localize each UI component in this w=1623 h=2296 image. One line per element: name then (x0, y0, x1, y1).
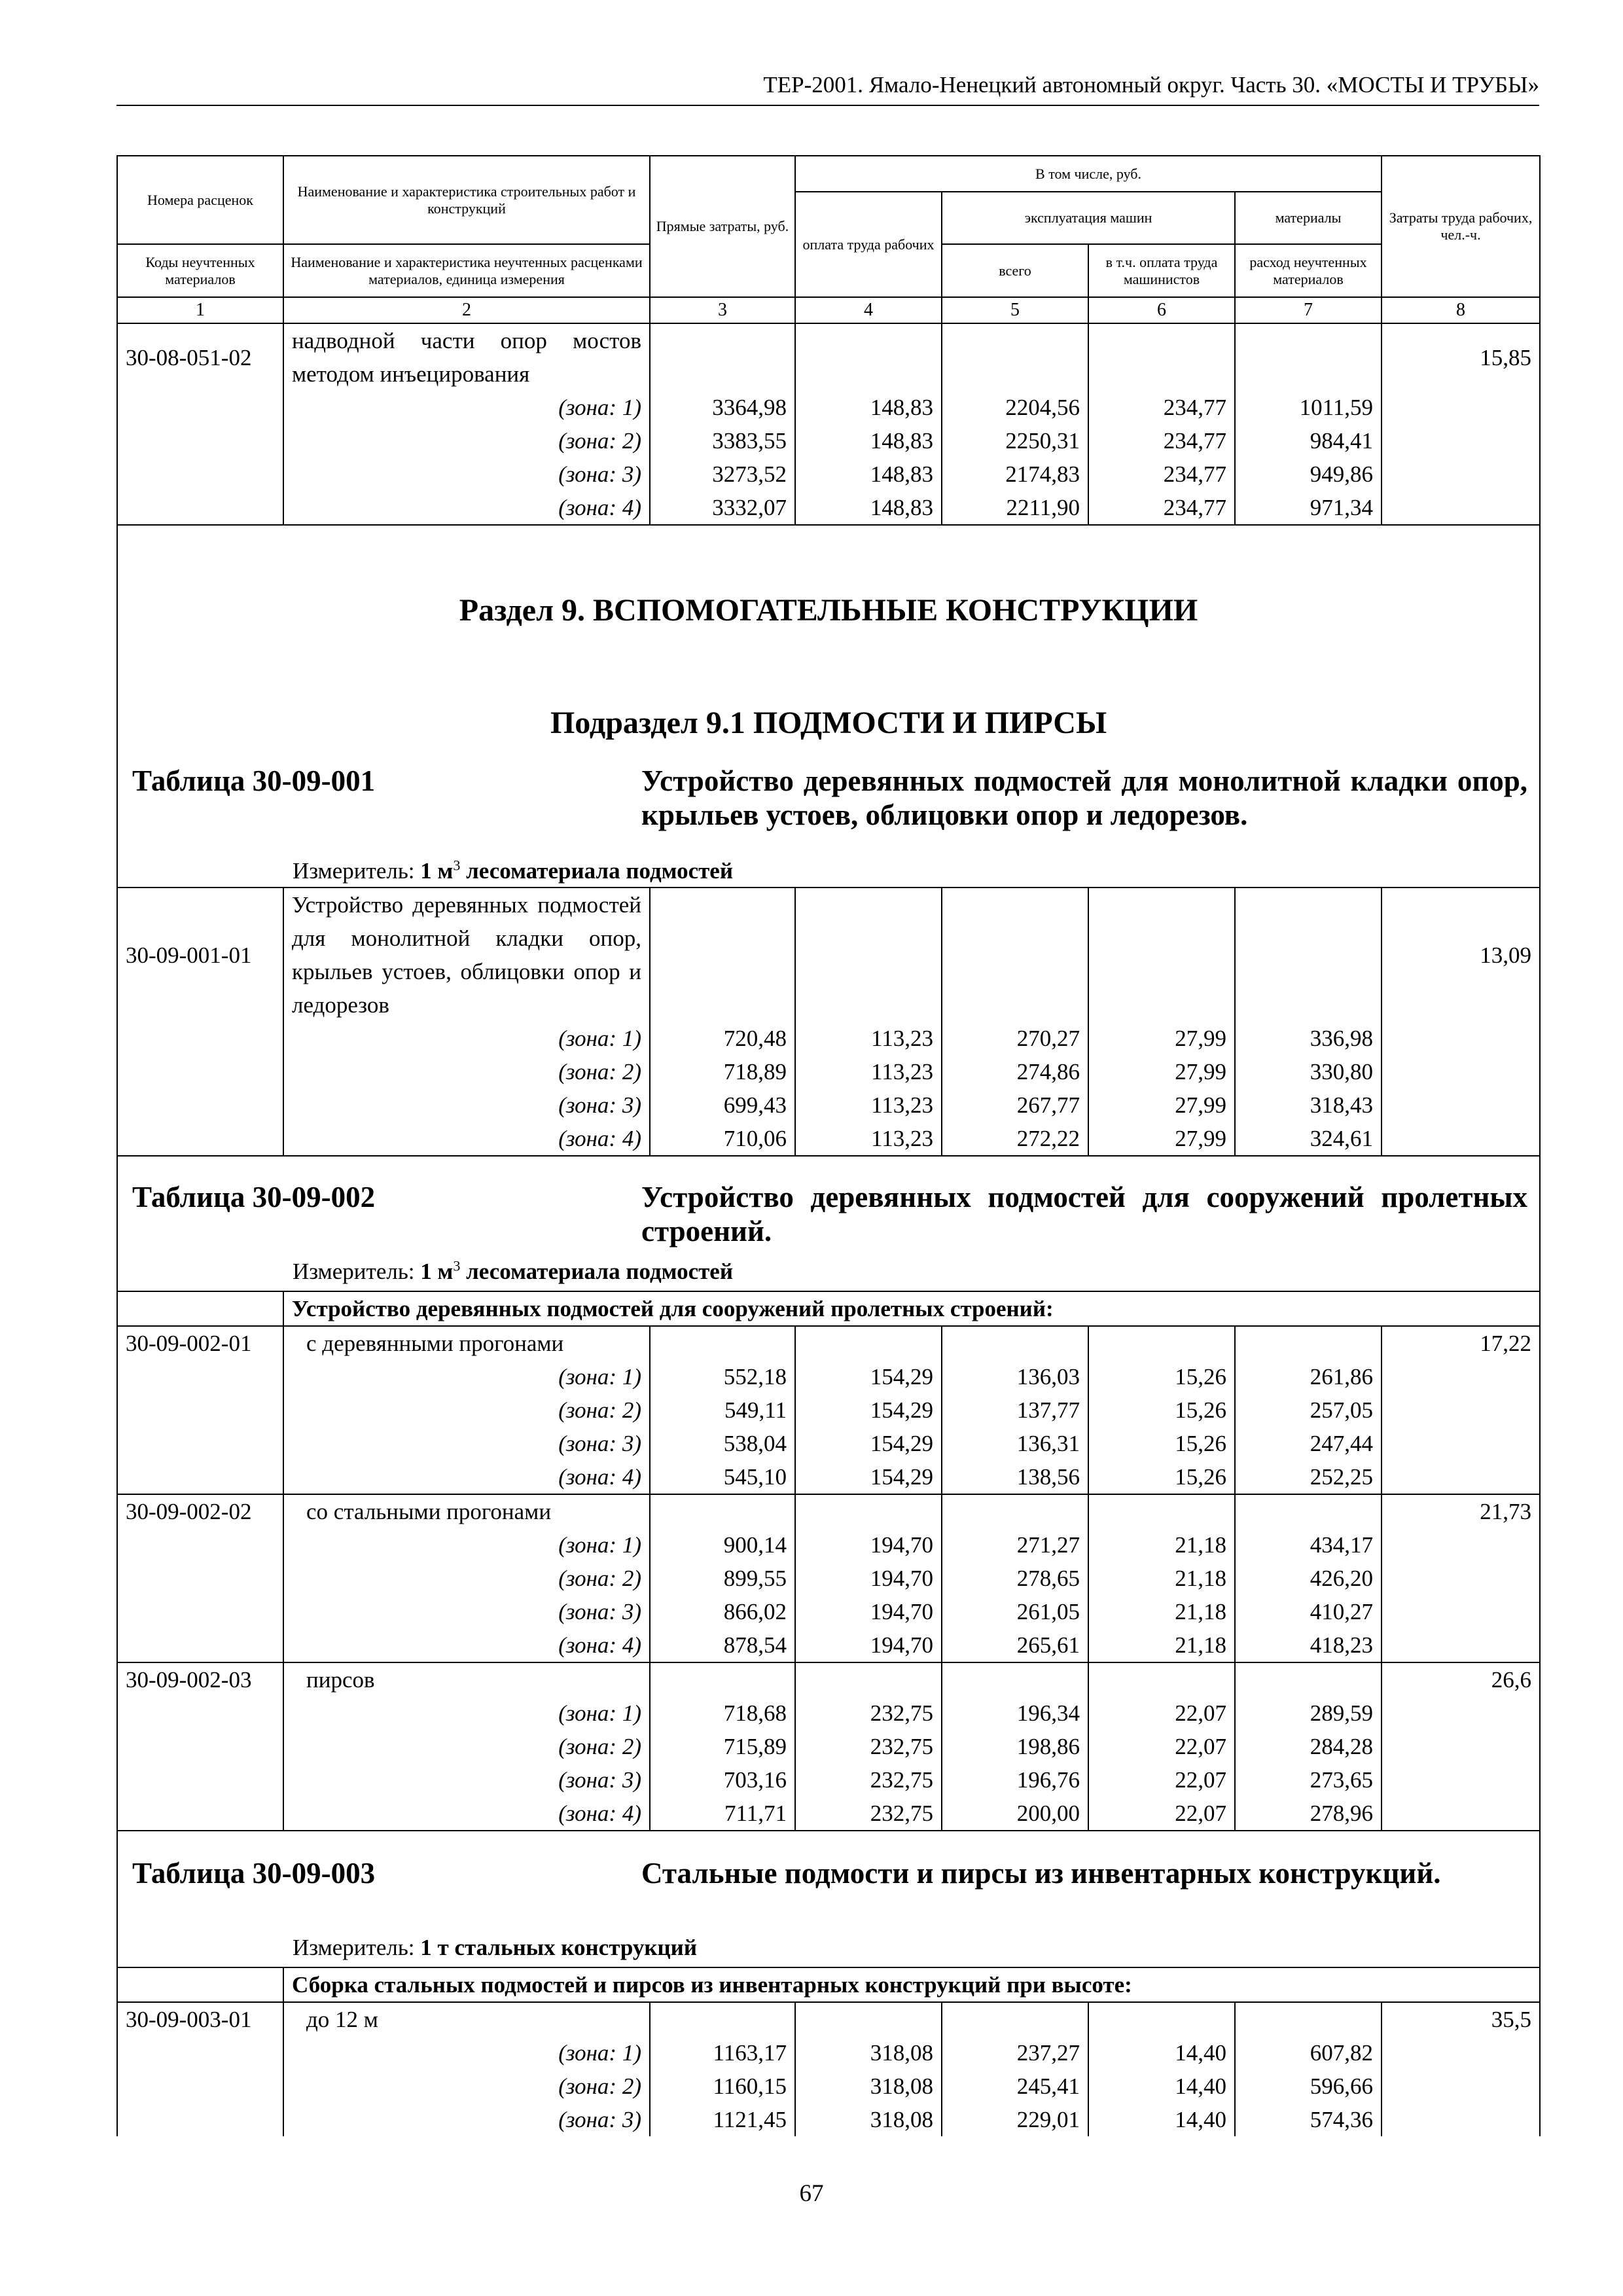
labor-cost: 15,85 (1382, 323, 1540, 391)
col-code-bottom: Коды неучтенных материалов (117, 244, 283, 297)
table-row (117, 391, 1540, 424)
table-row (117, 491, 1540, 525)
materials: 1011,59 (1235, 391, 1382, 424)
labor-pay: 318,08 (795, 2036, 942, 2070)
machines-total: 136,31 (942, 1427, 1088, 1460)
table-title: Устройство деревянных подмостей для монолитной кладки опор, крыльев устоев, облицовки опор и ледорезов. (641, 764, 1528, 831)
table-row (117, 1088, 1540, 1122)
machinists-pay: 27,99 (1088, 1088, 1235, 1122)
direct-cost: 718,89 (650, 1055, 795, 1088)
col-number: 6 (1088, 297, 1235, 323)
unit-line (118, 855, 1539, 887)
machinists-pay: 14,40 (1088, 2036, 1235, 2070)
labor-cost: 35,5 (1382, 2002, 1540, 2036)
materials: 273,65 (1235, 1763, 1382, 1797)
zone-label: (зона: 3) (283, 457, 650, 491)
machinists-pay: 27,99 (1088, 1022, 1235, 1055)
table-row (117, 2070, 1540, 2103)
direct-cost: 3364,98 (650, 391, 795, 424)
direct-cost: 718,68 (650, 1696, 795, 1730)
materials: 574,36 (1235, 2103, 1382, 2136)
table-title: Устройство деревянных подмостей для сооружений пролетных строений. (641, 1181, 1528, 1247)
col-number: 3 (650, 297, 795, 323)
price-table (116, 155, 1541, 2136)
machines-total: 270,27 (942, 1022, 1088, 1055)
col-materials: материалы (1235, 192, 1382, 244)
direct-cost: 899,55 (650, 1562, 795, 1595)
col-direct-cost: Прямые затраты, руб. (650, 156, 795, 297)
machines-total: 274,86 (942, 1055, 1088, 1088)
direct-cost: 710,06 (650, 1122, 795, 1156)
machines-total: 138,56 (942, 1460, 1088, 1494)
machinists-pay: 234,77 (1088, 457, 1235, 491)
rate-code: 30-08-051-02 (117, 323, 283, 391)
machines-total: 229,01 (942, 2103, 1088, 2136)
labor-pay: 194,70 (795, 1528, 942, 1562)
rate-code: 30-09-002-03 (117, 1662, 283, 1696)
table-row (117, 1528, 1540, 1562)
table-row (117, 1595, 1540, 1628)
machines-total: 198,86 (942, 1730, 1088, 1763)
materials: 257,05 (1235, 1393, 1382, 1427)
direct-cost: 545,10 (650, 1460, 795, 1494)
direct-cost: 711,71 (650, 1797, 795, 1831)
table-row (117, 1055, 1540, 1088)
machinists-pay: 14,40 (1088, 2103, 1235, 2136)
direct-cost: 538,04 (650, 1427, 795, 1460)
direct-cost: 3273,52 (650, 457, 795, 491)
section-block (117, 525, 1540, 888)
direct-cost: 715,89 (650, 1730, 795, 1763)
col-number: 8 (1382, 297, 1540, 323)
col-number: 4 (795, 297, 942, 323)
rate-code: 30-09-002-02 (117, 1494, 283, 1528)
zone-label: (зона: 2) (283, 1562, 650, 1595)
machinists-pay: 21,18 (1088, 1595, 1235, 1628)
machines-total: 237,27 (942, 2036, 1088, 2070)
labor-pay: 154,29 (795, 1360, 942, 1393)
table-row (117, 1763, 1540, 1797)
machinists-pay: 27,99 (1088, 1055, 1235, 1088)
unit-label: Измеритель: (293, 858, 415, 884)
labor-pay: 154,29 (795, 1393, 942, 1427)
table-row (117, 1730, 1540, 1763)
direct-cost: 549,11 (650, 1393, 795, 1427)
unit-value: 1 м (420, 1259, 454, 1284)
labor-pay: 148,83 (795, 457, 942, 491)
machinists-pay: 27,99 (1088, 1122, 1235, 1156)
materials: 607,82 (1235, 2036, 1382, 2070)
rate-name: до 12 м (283, 2002, 650, 2036)
zone-label: (зона: 4) (283, 1122, 650, 1156)
direct-cost: 552,18 (650, 1360, 795, 1393)
labor-pay: 148,83 (795, 424, 942, 457)
rate-code: 30-09-003-01 (117, 2002, 283, 2036)
labor-pay: 194,70 (795, 1562, 942, 1595)
page-number: 67 (799, 2180, 824, 2207)
table-header-block (117, 1156, 1540, 1291)
rate-code: 30-09-002-01 (117, 1326, 283, 1360)
rate-name: надводной части опор мостов методом инъецирования (283, 323, 650, 391)
direct-cost: 699,43 (650, 1088, 795, 1122)
labor-pay: 232,75 (795, 1763, 942, 1797)
direct-cost: 1160,15 (650, 2070, 795, 2103)
labor-pay: 154,29 (795, 1460, 942, 1494)
zone-label: (зона: 3) (283, 2103, 650, 2136)
table-row (117, 2103, 1540, 2136)
table-row (117, 1460, 1540, 1494)
zone-label: (зона: 4) (283, 1460, 650, 1494)
direct-cost: 878,54 (650, 1628, 795, 1662)
col-machinists-pay: в т.ч. оплата труда машинистов (1088, 244, 1235, 297)
labor-cost: 17,22 (1382, 1326, 1540, 1360)
zone-label: (зона: 1) (283, 1022, 650, 1055)
unit-label: Измеритель: (293, 1935, 415, 1960)
zone-label: (зона: 3) (283, 1088, 650, 1122)
materials: 278,96 (1235, 1797, 1382, 1831)
zone-label: (зона: 2) (283, 2070, 650, 2103)
labor-pay: 148,83 (795, 491, 942, 525)
col-name-top: Наименование и характеристика строительных работ и конструкций (283, 156, 650, 244)
table-row (117, 457, 1540, 491)
table-row (117, 424, 1540, 457)
labor-pay: 113,23 (795, 1088, 942, 1122)
table-row (117, 1393, 1540, 1427)
direct-cost: 720,48 (650, 1022, 795, 1055)
table-row (117, 1427, 1540, 1460)
machines-total: 196,76 (942, 1763, 1088, 1797)
unit-line (118, 1932, 1539, 1964)
machines-total: 2211,90 (942, 491, 1088, 525)
materials: 410,27 (1235, 1595, 1382, 1628)
unit-name: лесоматериала подмостей (466, 1259, 733, 1284)
labor-pay: 232,75 (795, 1730, 942, 1763)
materials: 336,98 (1235, 1022, 1382, 1055)
table-row (117, 1562, 1540, 1595)
zone-label: (зона: 2) (283, 1055, 650, 1088)
materials: 284,28 (1235, 1730, 1382, 1763)
rate-name: Устройство деревянных подмостей для монолитной кладки опор, крыльев устоев, облицовки опор и ледорезов (283, 888, 650, 1022)
col-machines: эксплуатация машин (942, 192, 1235, 244)
direct-cost: 900,14 (650, 1528, 795, 1562)
labor-pay: 232,75 (795, 1696, 942, 1730)
labor-pay: 154,29 (795, 1427, 942, 1460)
col-machines-total: всего (942, 244, 1088, 297)
table-row (117, 1797, 1540, 1831)
direct-cost: 3383,55 (650, 424, 795, 457)
table-row (117, 1360, 1540, 1393)
zone-label: (зона: 1) (283, 1360, 650, 1393)
zone-label: (зона: 4) (283, 1628, 650, 1662)
col-number: 7 (1235, 297, 1382, 323)
table-title: Стальные подмости и пирсы из инвентарных конструкций. (641, 1857, 1441, 1890)
materials: 289,59 (1235, 1696, 1382, 1730)
col-number: 2 (283, 297, 650, 323)
materials: 324,61 (1235, 1122, 1382, 1156)
section-title: Раздел 9. ВСПОМОГАТЕЛЬНЫЕ КОНСТРУКЦИИ (459, 593, 1198, 628)
zone-label: (зона: 3) (283, 1595, 650, 1628)
labor-pay: 232,75 (795, 1797, 942, 1831)
labor-pay: 318,08 (795, 2070, 942, 2103)
machines-total: 261,05 (942, 1595, 1088, 1628)
col-number: 1 (117, 297, 283, 323)
unit-value: 1 м (420, 858, 454, 884)
machinists-pay: 234,77 (1088, 424, 1235, 457)
zone-label: (зона: 2) (283, 424, 650, 457)
direct-cost: 866,02 (650, 1595, 795, 1628)
col-labor-cost: Затраты труда рабочих, чел.-ч. (1382, 156, 1540, 297)
unit-power: 3 (453, 1257, 461, 1274)
zone-label: (зона: 2) (283, 1393, 650, 1427)
materials: 984,41 (1235, 424, 1382, 457)
machines-total: 2250,31 (942, 424, 1088, 457)
table-id: Таблица 30-09-001 (132, 764, 376, 797)
materials: 261,86 (1235, 1360, 1382, 1393)
materials: 426,20 (1235, 1562, 1382, 1595)
machinists-pay: 15,26 (1088, 1460, 1235, 1494)
subheading: Устройство деревянных подмостей для сооружений пролетных строений: (283, 1291, 1540, 1326)
machinists-pay: 21,18 (1088, 1528, 1235, 1562)
machinists-pay: 22,07 (1088, 1797, 1235, 1831)
labor-cost: 13,09 (1382, 888, 1540, 1022)
table-header-block (117, 1831, 1540, 1967)
unit-label: Измеритель: (293, 1259, 415, 1284)
labor-pay: 194,70 (795, 1595, 942, 1628)
subsection-title: Подраздел 9.1 ПОДМОСТИ И ПИРСЫ (550, 706, 1107, 740)
machines-total: 137,77 (942, 1393, 1088, 1427)
materials: 971,34 (1235, 491, 1382, 525)
zone-label: (зона: 1) (283, 1528, 650, 1562)
col-number: 5 (942, 297, 1088, 323)
machinists-pay: 234,77 (1088, 391, 1235, 424)
zone-label: (зона: 3) (283, 1427, 650, 1460)
materials: 418,23 (1235, 1628, 1382, 1662)
machines-total: 2174,83 (942, 457, 1088, 491)
labor-pay: 194,70 (795, 1628, 942, 1662)
machines-total: 2204,56 (942, 391, 1088, 424)
materials: 434,17 (1235, 1528, 1382, 1562)
unit-line (118, 1256, 1539, 1287)
col-including: В том числе, руб. (795, 156, 1382, 192)
header-rule (116, 105, 1539, 106)
col-labor-pay: оплата труда рабочих (795, 192, 942, 297)
machinists-pay: 234,77 (1088, 491, 1235, 525)
zone-label: (зона: 2) (283, 1730, 650, 1763)
machines-total: 272,22 (942, 1122, 1088, 1156)
machines-total: 200,00 (942, 1797, 1088, 1831)
unit-name: лесоматериала подмостей (466, 858, 733, 884)
unit-value: 1 т стальных конструкций (420, 1935, 697, 1960)
zone-label: (зона: 1) (283, 1696, 650, 1730)
labor-pay: 113,23 (795, 1022, 942, 1055)
materials: 247,44 (1235, 1427, 1382, 1460)
rate-name: пирсов (283, 1662, 650, 1696)
machinists-pay: 15,26 (1088, 1360, 1235, 1393)
labor-pay: 148,83 (795, 391, 942, 424)
table-row (117, 1628, 1540, 1662)
machinists-pay: 15,26 (1088, 1427, 1235, 1460)
materials: 330,80 (1235, 1055, 1382, 1088)
labor-pay: 318,08 (795, 2103, 942, 2136)
unit-power: 3 (453, 857, 461, 874)
materials: 949,86 (1235, 457, 1382, 491)
materials: 252,25 (1235, 1460, 1382, 1494)
direct-cost: 3332,07 (650, 491, 795, 525)
col-materials-use: расход неучтенных материалов (1235, 244, 1382, 297)
direct-cost: 703,16 (650, 1763, 795, 1797)
machines-total: 245,41 (942, 2070, 1088, 2103)
machines-total: 271,27 (942, 1528, 1088, 1562)
rate-name: с деревянными прогонами (283, 1326, 650, 1360)
machines-total: 196,34 (942, 1696, 1088, 1730)
zone-label: (зона: 3) (283, 1763, 650, 1797)
machinists-pay: 21,18 (1088, 1562, 1235, 1595)
subheading: Сборка стальных подмостей и пирсов из инвентарных конструкций при высоте: (283, 1967, 1540, 2002)
machines-total: 267,77 (942, 1088, 1088, 1122)
col-name-bottom: Наименование и характеристика неучтенных расценками материалов, единица измерения (283, 244, 650, 297)
rate-name: со стальными прогонами (283, 1494, 650, 1528)
labor-pay: 113,23 (795, 1055, 942, 1088)
machinists-pay: 22,07 (1088, 1696, 1235, 1730)
machines-total: 136,03 (942, 1360, 1088, 1393)
rate-code: 30-09-001-01 (117, 888, 283, 1022)
direct-cost: 1121,45 (650, 2103, 795, 2136)
machines-total: 278,65 (942, 1562, 1088, 1595)
labor-pay: 113,23 (795, 1122, 942, 1156)
col-code-top: Номера расценок (117, 156, 283, 244)
zone-label: (зона: 4) (283, 1797, 650, 1831)
direct-cost: 1163,17 (650, 2036, 795, 2070)
zone-label: (зона: 4) (283, 491, 650, 525)
table-id: Таблица 30-09-003 (132, 1857, 376, 1890)
zone-label: (зона: 1) (283, 2036, 650, 2070)
table-row (117, 1122, 1540, 1156)
table-row (117, 1022, 1540, 1055)
machinists-pay: 21,18 (1088, 1628, 1235, 1662)
machinists-pay: 22,07 (1088, 1730, 1235, 1763)
table-row (117, 2036, 1540, 2070)
materials: 318,43 (1235, 1088, 1382, 1122)
labor-cost: 26,6 (1382, 1662, 1540, 1696)
zone-label: (зона: 1) (283, 391, 650, 424)
running-header: ТЕР-2001. Ямало-Ненецкий автономный округ. Часть 30. «МОСТЫ И ТРУБЫ» (763, 72, 1539, 98)
machines-total: 265,61 (942, 1628, 1088, 1662)
machinists-pay: 14,40 (1088, 2070, 1235, 2103)
materials: 596,66 (1235, 2070, 1382, 2103)
machinists-pay: 22,07 (1088, 1763, 1235, 1797)
table-id: Таблица 30-09-002 (132, 1181, 376, 1213)
machinists-pay: 15,26 (1088, 1393, 1235, 1427)
table-row (117, 1696, 1540, 1730)
labor-cost: 21,73 (1382, 1494, 1540, 1528)
